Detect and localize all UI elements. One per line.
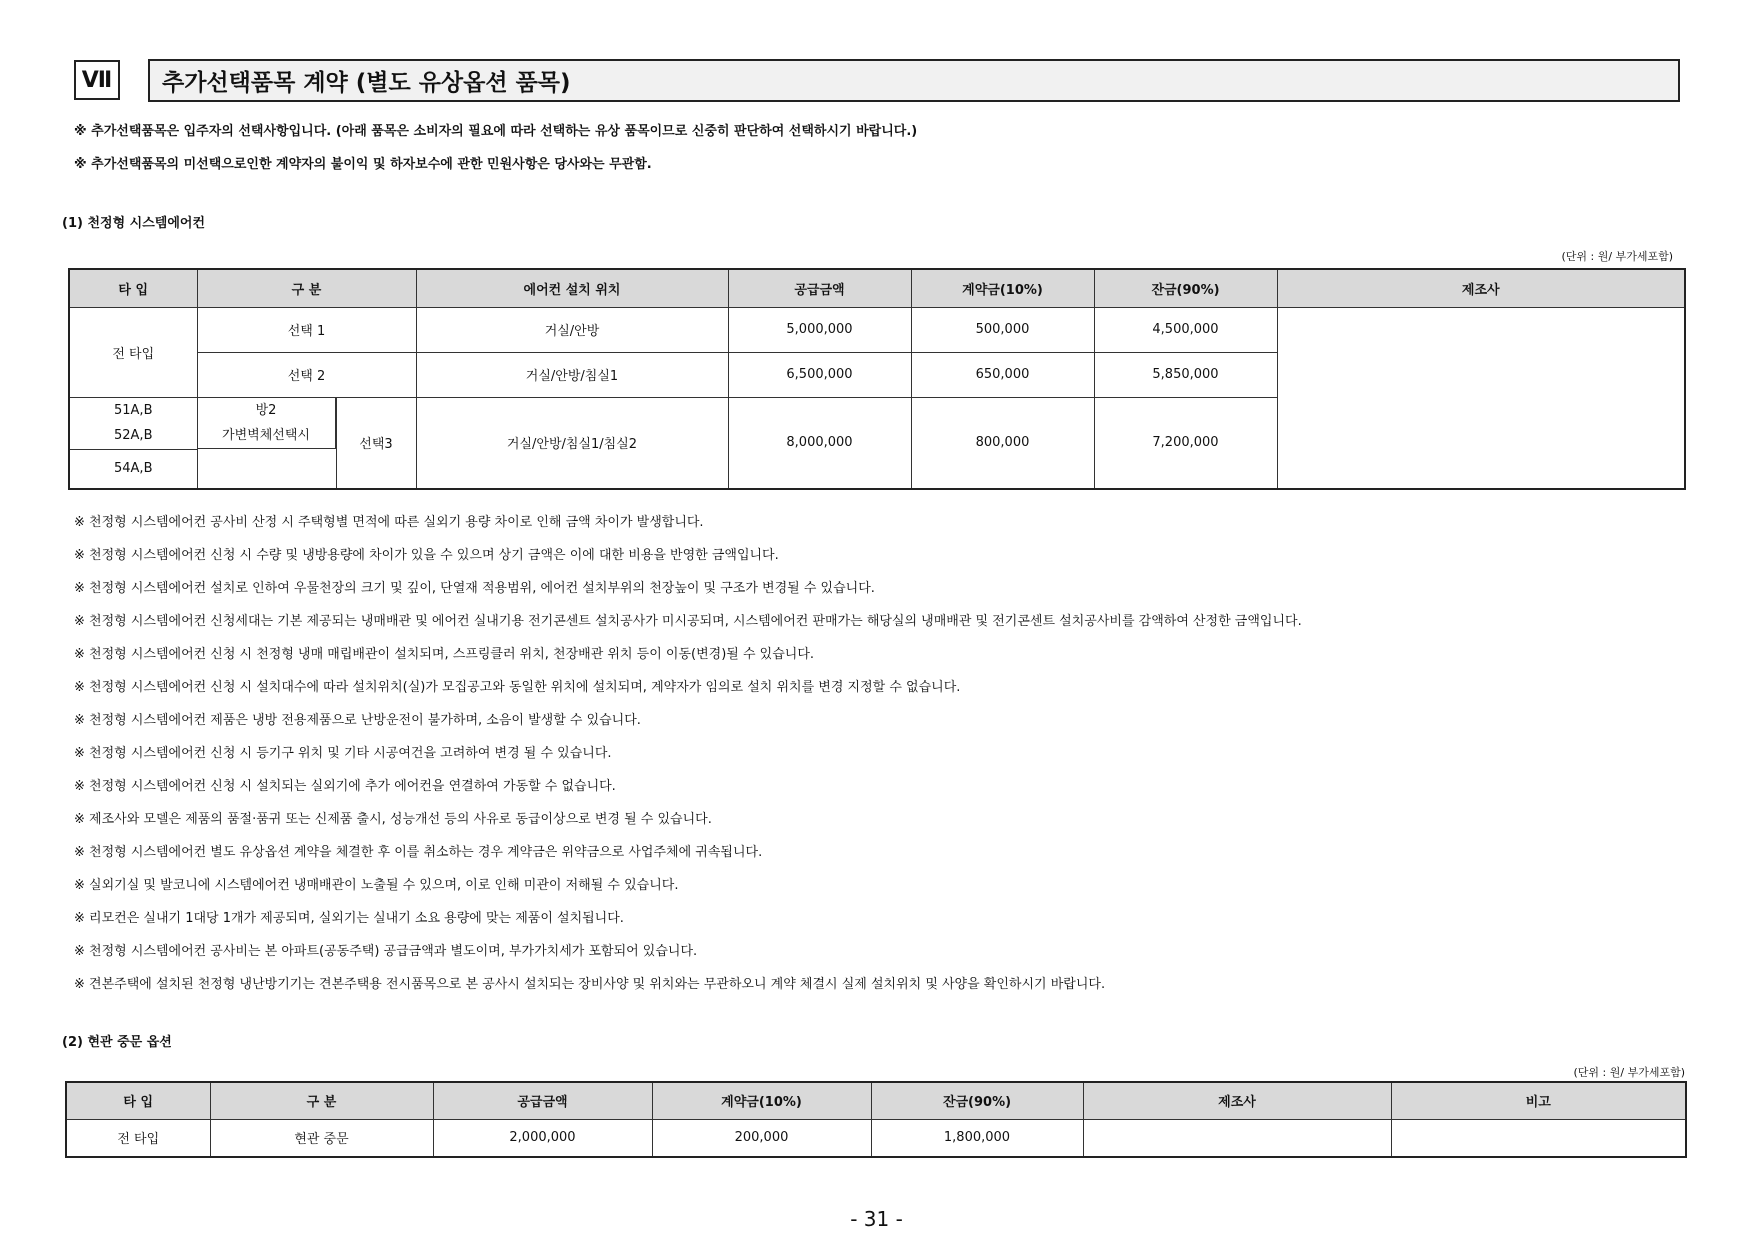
aircon-unit: (단위 : 원/ 부가세포함) [1561, 250, 1673, 263]
aircon-note-8: ※ 천정형 시스템에어컨 신청 시 등기구 위치 및 기타 시공여건을 고려하여 변경 될 수 있습니다. [74, 746, 612, 761]
section-number: Ⅶ [74, 60, 120, 100]
door-deposit: 200,000 [652, 1119, 871, 1157]
aircon-type-52: 52A,B [114, 428, 153, 443]
intro-note-1: ※ 추가선택품목은 입주자의 선택사항입니다. (아래 품목은 소비자의 필요에 따라 선택하는 유상 품목이므로 신중히 판단하여 선택하시기 바랍니다.) [74, 124, 918, 139]
aircon-note-15: ※ 견본주택에 설치된 천정형 냉난방기기는 견본주택용 전시품목으로 본 공사시 설치되는 장비사양 및 위치와는 무관하오니 계약 체결시 실제 설치위치 및 사양을 확인하시기 바랍니다. [74, 977, 1106, 992]
aircon-header-manufacturer: 제조사 [1277, 269, 1685, 307]
aircon-note-12: ※ 실외기실 및 발코니에 시스템에어컨 냉매배관이 노출될 수 있으며, 이로 인해 미관이 저해될 수 있습니다. [74, 878, 679, 893]
door-balance: 1,800,000 [871, 1119, 1083, 1157]
aircon-type-51-52 [69, 397, 197, 449]
aircon-sub-cell [197, 397, 336, 489]
aircon-table [68, 268, 1686, 490]
aircon-note-3: ※ 천정형 시스템에어컨 설치로 인하여 우물천장의 크기 및 깊이, 단열재 적용범위, 에어컨 설치부위의 천장높이 및 구조가 변경될 수 있습니다. [74, 581, 875, 596]
door-header-option: 구 분 [210, 1082, 433, 1119]
aircon-note-9: ※ 천정형 시스템에어컨 신청 시 설치되는 실외기에 추가 에어컨을 연결하여 가동할 수 없습니다. [74, 779, 616, 794]
door-supply: 2,000,000 [433, 1119, 652, 1157]
aircon-deposit-3: 800,000 [911, 397, 1094, 489]
aircon-header-location: 에어컨 설치 위치 [416, 269, 728, 307]
aircon-type-51: 51A,B [114, 403, 153, 418]
aircon-note-7: ※ 천정형 시스템에어컨 제품은 냉방 전용제품으로 난방운전이 불가하며, 소음이 발생할 수 있습니다. [74, 713, 641, 728]
page-number: - 31 - [850, 1207, 903, 1231]
aircon-type-all: 전 타입 [69, 307, 197, 397]
aircon-supply-3: 8,000,000 [728, 397, 911, 489]
aircon-option-2: 선택 2 [197, 352, 416, 397]
intro-note-2: ※ 추가선택품목의 미선택으로인한 계약자의 불이익 및 하자보수에 관한 민원사항은 당사와는 무관함. [74, 157, 652, 172]
aircon-note-6: ※ 천정형 시스템에어컨 신청 시 설치대수에 따라 설치위치(실)가 모집공고와 동일한 위치에 설치되며, 계약자가 임의로 설치 위치를 변경 지정할 수 없습니다. [74, 680, 961, 695]
aircon-supply-1: 5,000,000 [728, 307, 911, 352]
aircon-note-4: ※ 천정형 시스템에어컨 신청세대는 기본 제공되는 냉매배관 및 에어컨 실내기용 전기콘센트 설치공사가 미시공되며, 시스템에어컨 판매가는 해당실의 냉매배관 및 전기콘센트 설치공사비를 감액하여 산정한 금액입니다. [74, 614, 1302, 629]
section-title: 추가선택품목 계약 (별도 유상옵션 품목) [148, 59, 1680, 102]
aircon-header-option: 구 분 [197, 269, 416, 307]
aircon-note-1: ※ 천정형 시스템에어컨 공사비 산정 시 주택형별 면적에 따른 실외기 용량 차이로 인해 금액 차이가 발생합니다. [74, 515, 704, 530]
aircon-balance-3: 7,200,000 [1094, 397, 1277, 489]
door-note [1391, 1119, 1686, 1157]
door-header-note: 비고 [1391, 1082, 1686, 1119]
door-header-supply: 공급금액 [433, 1082, 652, 1119]
aircon-sub-box [198, 398, 336, 449]
aircon-option-1: 선택 1 [197, 307, 416, 352]
door-manufacturer [1083, 1119, 1391, 1157]
aircon-type-54: 54A,B [69, 449, 197, 489]
aircon-option-3: 선택3 [336, 397, 416, 489]
door-header-type: 타 입 [66, 1082, 210, 1119]
door-header-manufacturer: 제조사 [1083, 1082, 1391, 1119]
aircon-sub-wall: 가변벽체선택시 [222, 427, 310, 443]
aircon-heading: (1) 천정형 시스템에어컨 [62, 216, 206, 231]
aircon-note-10: ※ 제조사와 모델은 제품의 품절·품귀 또는 신제품 출시, 성능개선 등의 사유로 동급이상으로 변경 될 수 있습니다. [74, 812, 712, 827]
aircon-header-deposit: 계약금(10%) [911, 269, 1094, 307]
aircon-note-13: ※ 리모컨은 실내기 1대당 1개가 제공되며, 실외기는 실내기 소요 용량에 맞는 제품이 설치됩니다. [74, 911, 624, 926]
aircon-header-balance: 잔금(90%) [1094, 269, 1277, 307]
aircon-note-14: ※ 천정형 시스템에어컨 공사비는 본 아파트(공동주택) 공급금액과 별도이며, 부가가치세가 포함되어 있습니다. [74, 944, 698, 959]
aircon-header-supply: 공급금액 [728, 269, 911, 307]
aircon-balance-2: 5,850,000 [1094, 352, 1277, 397]
aircon-note-11: ※ 천정형 시스템에어컨 별도 유상옵션 계약을 체결한 후 이를 취소하는 경우 계약금은 위약금으로 사업주체에 귀속됩니다. [74, 845, 763, 860]
door-type: 전 타입 [66, 1119, 210, 1157]
door-header-deposit: 계약금(10%) [652, 1082, 871, 1119]
door-option: 현관 중문 [210, 1119, 433, 1157]
aircon-supply-2: 6,500,000 [728, 352, 911, 397]
aircon-sub-room: 방2 [255, 402, 277, 418]
door-heading: (2) 현관 중문 옵션 [62, 1035, 172, 1050]
aircon-deposit-1: 500,000 [911, 307, 1094, 352]
aircon-header-type: 타 입 [69, 269, 197, 307]
aircon-manufacturer [1277, 307, 1685, 489]
aircon-deposit-2: 650,000 [911, 352, 1094, 397]
door-header-balance: 잔금(90%) [871, 1082, 1083, 1119]
aircon-location-2: 거실/안방/침실1 [416, 352, 728, 397]
aircon-note-2: ※ 천정형 시스템에어컨 신청 시 수량 및 냉방용량에 차이가 있을 수 있으며 상기 금액은 이에 대한 비용을 반영한 금액입니다. [74, 548, 779, 563]
aircon-note-5: ※ 천정형 시스템에어컨 신청 시 천정형 냉매 매립배관이 설치되며, 스프링클러 위치, 천장배관 위치 등이 이동(변경)될 수 있습니다. [74, 647, 815, 662]
door-unit: (단위 : 원/ 부가세포함) [1573, 1066, 1685, 1079]
aircon-location-1: 거실/안방 [416, 307, 728, 352]
aircon-balance-1: 4,500,000 [1094, 307, 1277, 352]
door-table [65, 1081, 1687, 1158]
aircon-location-3: 거실/안방/침실1/침실2 [416, 397, 728, 489]
